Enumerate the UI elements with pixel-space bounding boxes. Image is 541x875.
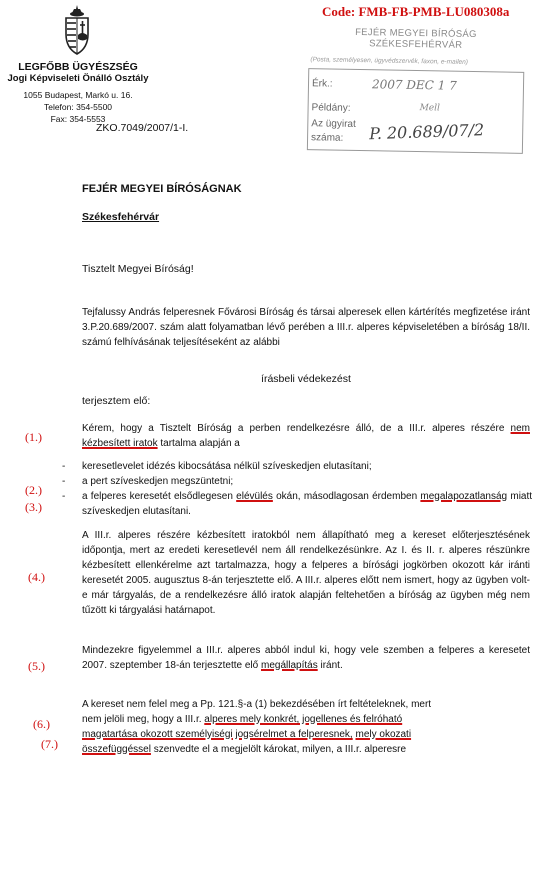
stamp-delivery-methods: (Posta, személyesen, ügyvédszervék, faxon, e-mailen) (310, 56, 468, 66)
highlight-unfoundedness: megalapozatlanság (420, 491, 508, 502)
margin-note-4: (4.) (28, 570, 45, 584)
office-block (4, 61, 152, 125)
stamp-court-city: SZÉKESFEHÉRVÁR (369, 38, 463, 51)
stamp-ugyirat-label: Az ügyirat (311, 118, 356, 130)
highlight-causal: mely okozati (355, 729, 412, 740)
request-list (62, 459, 532, 519)
highlight-undelivered-documents: nem kézbesített iratok (82, 423, 530, 449)
list-item-text: keresetlevelet idézés kibocsátása nélkül szíveskedjen elutasítani; (82, 461, 372, 472)
office-title: LEGFŐBB ÜGYÉSZSÉG (18, 61, 138, 73)
office-address: 1055 Budapest, Markó u. 16. (23, 90, 133, 100)
paragraph-presumption (82, 643, 530, 673)
deficiency-text: nem jelöli meg, hogy a III.r. (82, 714, 202, 725)
request-text-end: tartalma alapján a (160, 438, 240, 449)
highlight-limitation: elévülés (236, 491, 273, 502)
stamp-szama-value: P. 20.689/07/2 (368, 120, 485, 144)
greeting: Tisztelt Megyei Bíróság! (82, 263, 194, 275)
highlight-injury: magatartása okozott személyiségi jogsérelmet a felperesnek, (82, 729, 353, 740)
list-item-text: okán, másodlagosan érdemben (276, 491, 418, 502)
deficiency-text: szenvedte el a megjelölt károkat, milyen, a III.r. alperesre (153, 744, 407, 755)
document-code: Code: FMB-FB-PMB-LU080308a (322, 4, 510, 19)
addressee: FEJÉR MEGYEI BÍRÓSÁGNAK (82, 183, 242, 195)
deficiency-line-1: A kereset nem felel meg a Pp. 121.§-a (1) bekezdésében írt feltételeknek, mert (82, 699, 432, 710)
deficiency-line-2 (82, 712, 530, 727)
deficiency-line-4 (82, 742, 530, 757)
margin-note-2: (2.) (25, 483, 42, 497)
court-receipt-stamp (299, 16, 531, 156)
stamp-szama-label: száma: (310, 132, 344, 144)
request-text: Kérem, hogy a Tisztelt Bíróság a perben rendelkezésre álló, de a III.r. alperes részére (82, 423, 505, 434)
stamp-peldany-value: Mell (419, 103, 441, 114)
office-fax: Fax: 354-5553 (50, 114, 106, 124)
reference-number: ZKO.7049/2007/1-I. (96, 122, 189, 134)
list-item: - a felperes keresetét elsődlegesen elévülés okán, másodlagosan érdemben megalapozatlanság miatt szíveskedjen elutasítani. (62, 491, 533, 517)
deficiency-line-3 (82, 727, 530, 742)
stamp-erk-label: Érk.: (311, 78, 333, 90)
highlight-conduct: alperes mely konkrét, jogellenes és felróható (204, 714, 403, 725)
paragraph-intro: Tejfalussy András felperesnek Fővárosi Bíróság és társai alperesek ellen kártérítés megfizetése iránt 3.P.20.689/2007. szám alatt folyamatban lévő perében a III.r. alperes képviseletében a bíróság 18/II. számú felhívásának teljesítéseként az alábbi (82, 307, 530, 348)
paragraph-filing-date: A III.r. alperes részére kézbesített iratokból nem állapítható meg a kereset előterjesztésének időpontja, mert az eredeti keresetlevél nem áll rendelkezésünkre. Az I. és II. r. alperes részünkre kézbesített ellenkérelme azt tartalmazza, hogy a felperes a bírósági jogkörben okozott kár iránti keresetét 2005. augusztus 8-án terjesztette elő. A III.r. alperes előtt nem ismert, hogy az ügyben volt-e már tárgyalás, de a rendelkezésre álló iratok alapján feltehetően a bíróság az ügyben még nem tűzött ki tárgyalási határnapot. (82, 530, 530, 616)
list-item: - keresetlevelet idézés kibocsátása nélkül szíveskedjen elutasítani; (62, 461, 372, 472)
office-phone: Telefon: 354-5500 (43, 102, 113, 112)
highlight-connection: összefüggéssel (82, 744, 151, 755)
margin-note-7: (7.) (41, 737, 58, 751)
hungarian-coat-of-arms-icon (63, 5, 91, 57)
paragraph-deficiency (82, 697, 530, 757)
addressee-city: Székesfehérvár (82, 211, 160, 223)
list-item-text: a felperes keresetét elsődlegesen (82, 491, 233, 502)
highlight-declaratory: megállapítás (261, 660, 318, 671)
document-title: írásbeli védekezést (261, 373, 351, 385)
submit-line: terjesztem elő: (82, 395, 151, 407)
office-dept: Jogi Képviseleti Önálló Osztály (7, 73, 149, 84)
presumption-text-end: iránt. (320, 660, 343, 671)
presumption-text: Mindezekre figyelemmel a III.r. alperes abból indul ki, hogy vele szemben a felperes a keresetet 2007. szeptember 18-án terjesztette elő (82, 645, 530, 671)
margin-note-1: (1.) (25, 430, 42, 444)
paragraph-request (82, 421, 530, 451)
list-item-text: a pert szíveskedjen megszüntetni; (82, 476, 234, 487)
margin-note-5: (5.) (28, 659, 45, 673)
margin-note-3: (3.) (25, 500, 42, 514)
list-item: - a pert szíveskedjen megszüntetni; (62, 476, 234, 487)
margin-note-6: (6.) (33, 717, 50, 731)
stamp-peldany-label: Példány: (311, 102, 351, 114)
list-item-text: miatt szíveskedjen elutasítani. (82, 491, 533, 517)
stamp-court-name: FEJÉR MEGYEI BÍRÓSÁG (355, 26, 477, 41)
stamp-erk-value: 2007 DEC 1 7 (371, 77, 457, 93)
